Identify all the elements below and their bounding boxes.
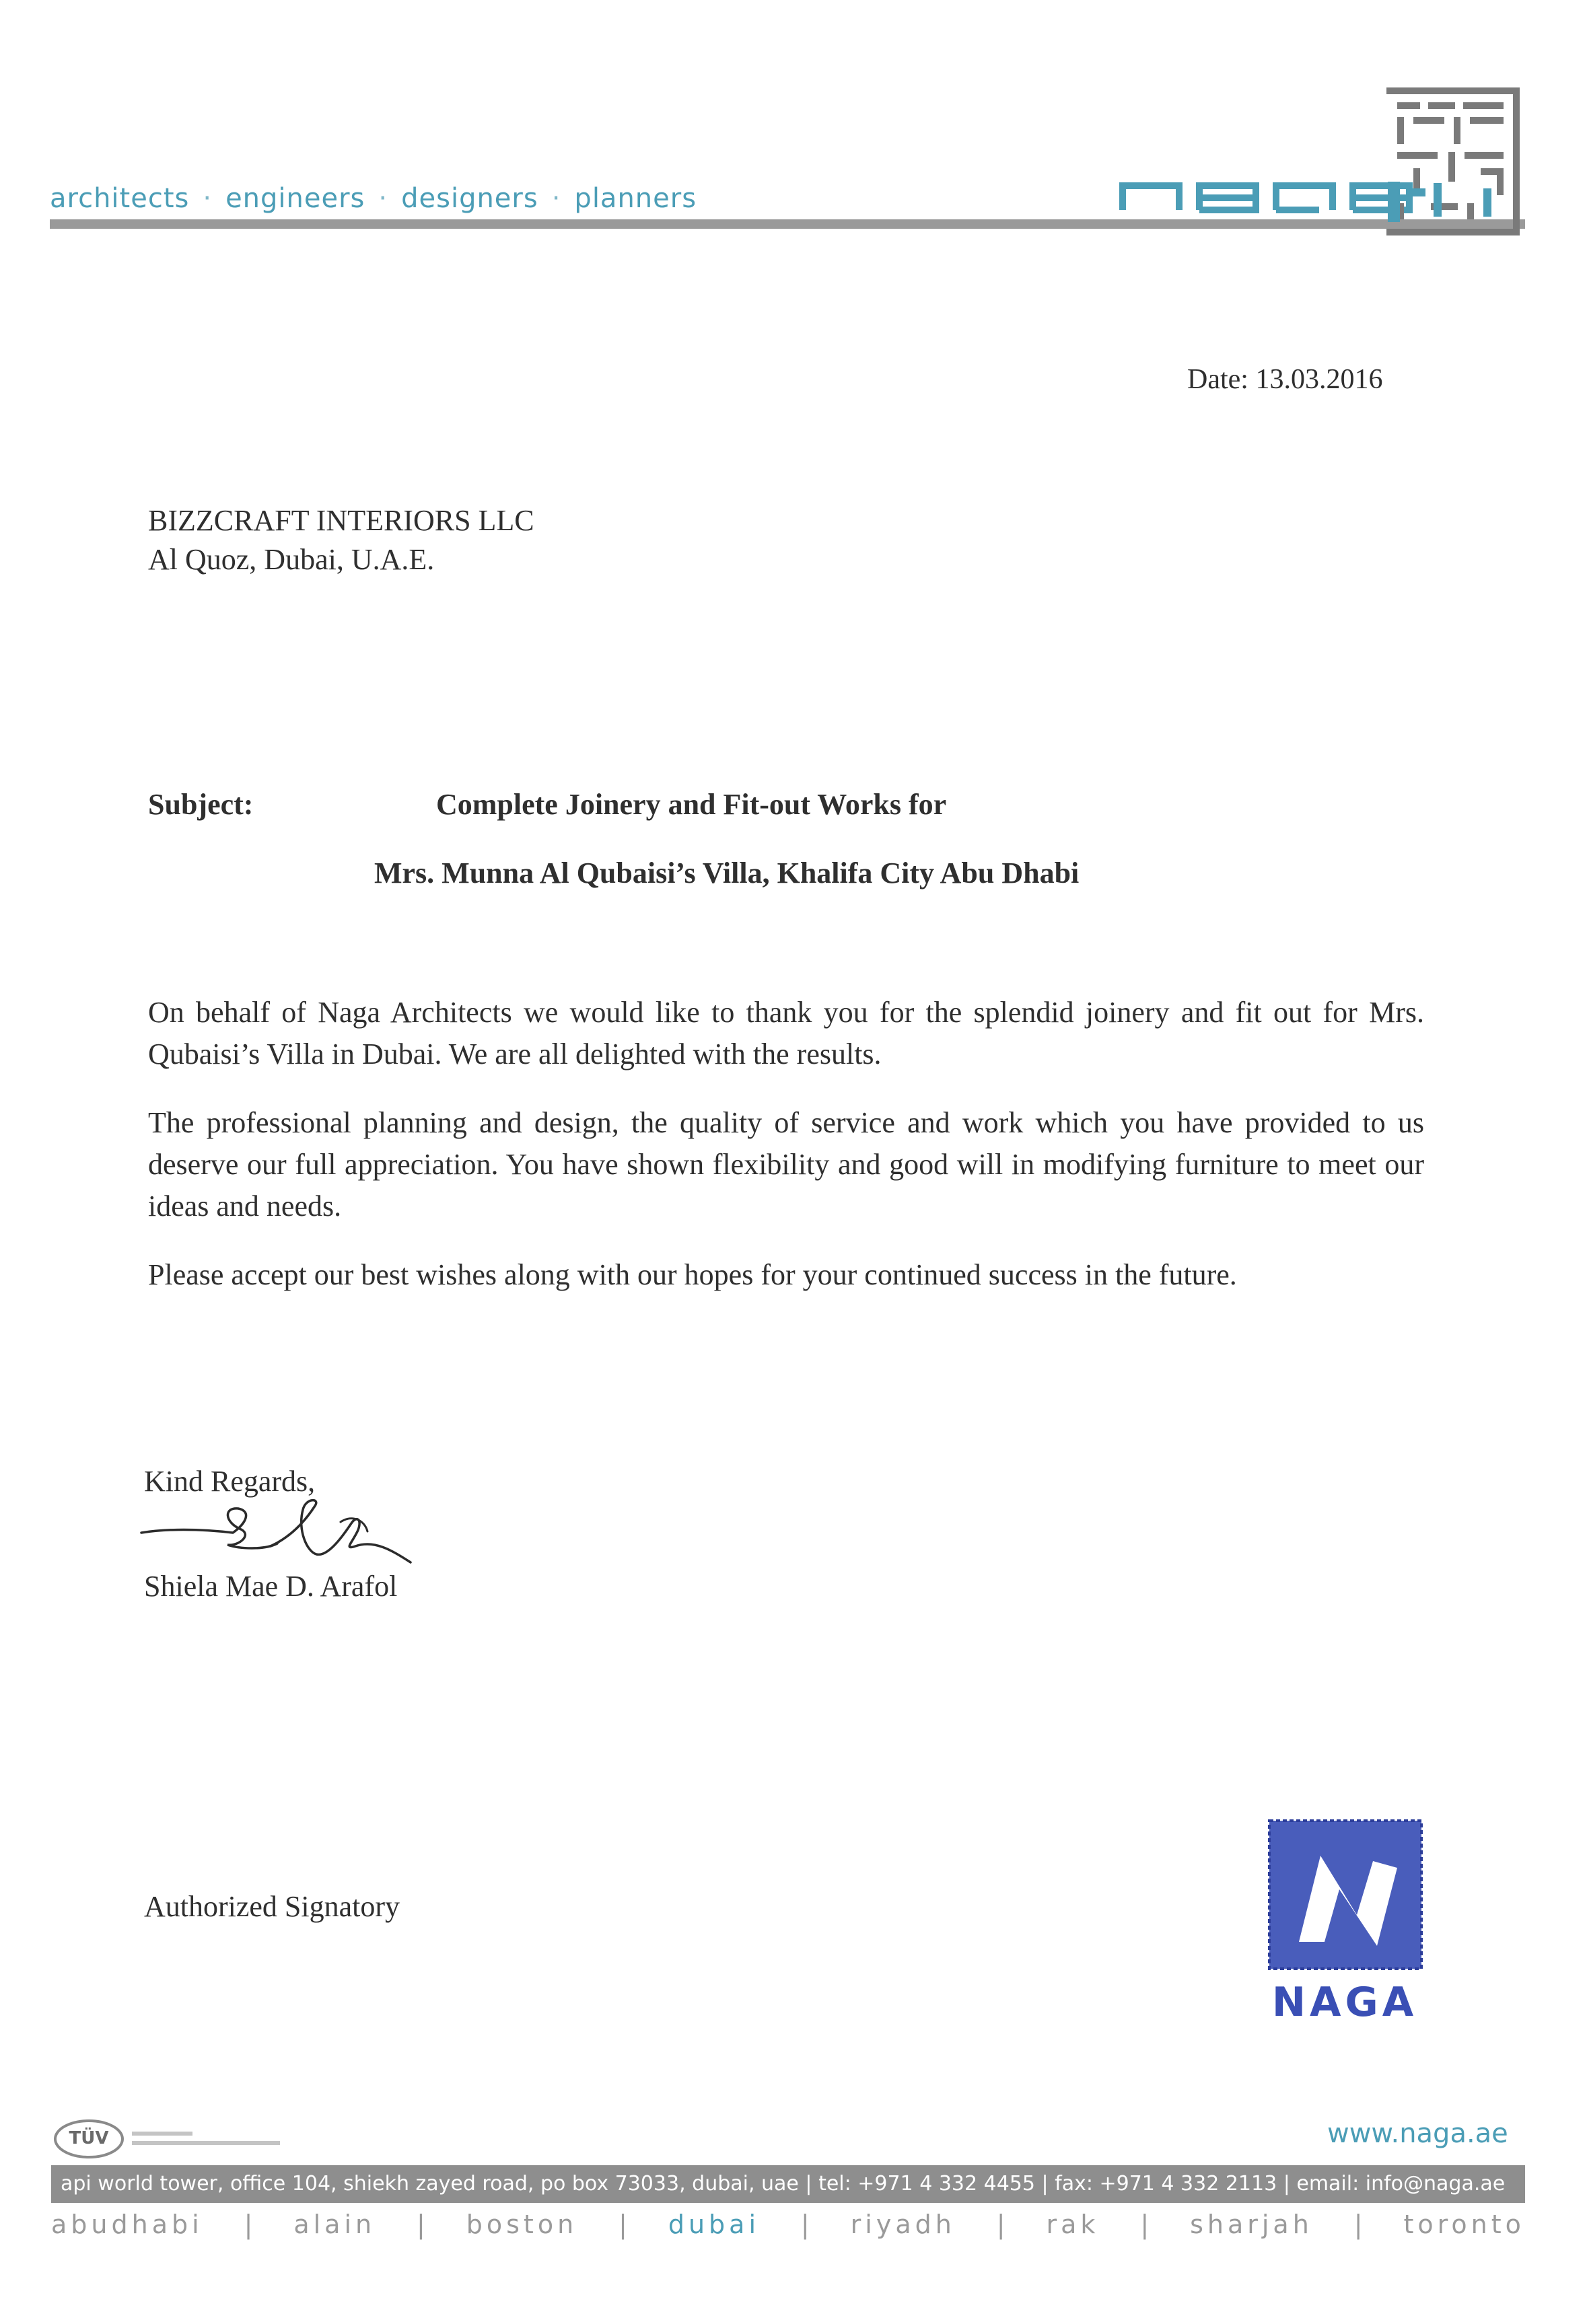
office-separator: | [619, 2210, 627, 2239]
body-paragraph: The professional planning and design, the quality of service and work which you have provided to us deserve our full appreciation. You have shown flexibility and good will in modifying furniture to meet our ideas and needs. [148, 1106, 1424, 1223]
office-separator: | [417, 2210, 425, 2239]
website-link[interactable]: www.naga.ae [1327, 2118, 1508, 2149]
contact-bar: api world tower, office 104, shiekh zayed road, po box 73033, dubai, uae | tel: +971 4 332 4455 | fax: +971 4 332 2113 | email: info@naga.ae [51, 2165, 1525, 2203]
svg-text:TÜV: TÜV [69, 2128, 109, 2148]
body-paragraph: Please accept our best wishes along with our hopes for your continued success in the future. [148, 1258, 1237, 1291]
office-dubai: dubai [668, 2210, 760, 2239]
office-separator: | [1140, 2210, 1150, 2239]
company-stamp [1259, 1814, 1434, 2029]
subject-line-2: Mrs. Munna Al Qubaisi’s Villa, Khalifa City Abu Dhabi [374, 857, 1080, 889]
signatory-title: Authorized Signatory [144, 1890, 400, 1923]
svg-text:NAGA: NAGA [1271, 1979, 1418, 2026]
tagline-architects: architects [50, 183, 190, 214]
tagline-separator: · [551, 183, 561, 214]
subject-label: Subject: [148, 788, 254, 821]
header-tagline [50, 183, 697, 214]
office-separator: | [1353, 2210, 1363, 2239]
office-sharjah: sharjah [1190, 2210, 1313, 2239]
tuv-certification-logo [51, 2118, 293, 2160]
office-abudhabi: abudhabi [51, 2210, 203, 2239]
handwritten-signature [139, 1492, 428, 1566]
office-separator: | [800, 2210, 810, 2239]
letter-date: Date: 13.03.2016 [1187, 364, 1383, 395]
office-boston: boston [466, 2210, 578, 2239]
office-rak: rak [1046, 2210, 1100, 2239]
naga-logo [1117, 87, 1528, 235]
tagline-separator: · [203, 183, 213, 214]
body-paragraph: On behalf of Naga Architects we would like to thank you for the splendid joinery and fit out for Mrs. Qubaisi’s Villa in Dubai. We are all delighted with the results. [148, 996, 1424, 1070]
closing: Kind Regards, [144, 1465, 316, 1498]
subject-line-1: Complete Joinery and Fit-out Works for [436, 788, 947, 821]
recipient-name: BIZZCRAFT INTERIORS LLC [148, 504, 534, 537]
recipient-address: Al Quoz, Dubai, U.A.E. [148, 543, 435, 576]
signer-name: Shiela Mae D. Arafol [144, 1570, 398, 1603]
office-alain: alain [293, 2210, 376, 2239]
office-locations [51, 2210, 1525, 2239]
tagline-planners: planners [574, 183, 697, 214]
office-riyadh: riyadh [850, 2210, 956, 2239]
office-toronto: toronto [1403, 2210, 1525, 2239]
tagline-designers: designers [401, 183, 538, 214]
office-separator: | [244, 2210, 253, 2239]
tagline-separator: · [378, 183, 388, 214]
office-separator: | [996, 2210, 1006, 2239]
tagline-engineers: engineers [225, 183, 365, 214]
